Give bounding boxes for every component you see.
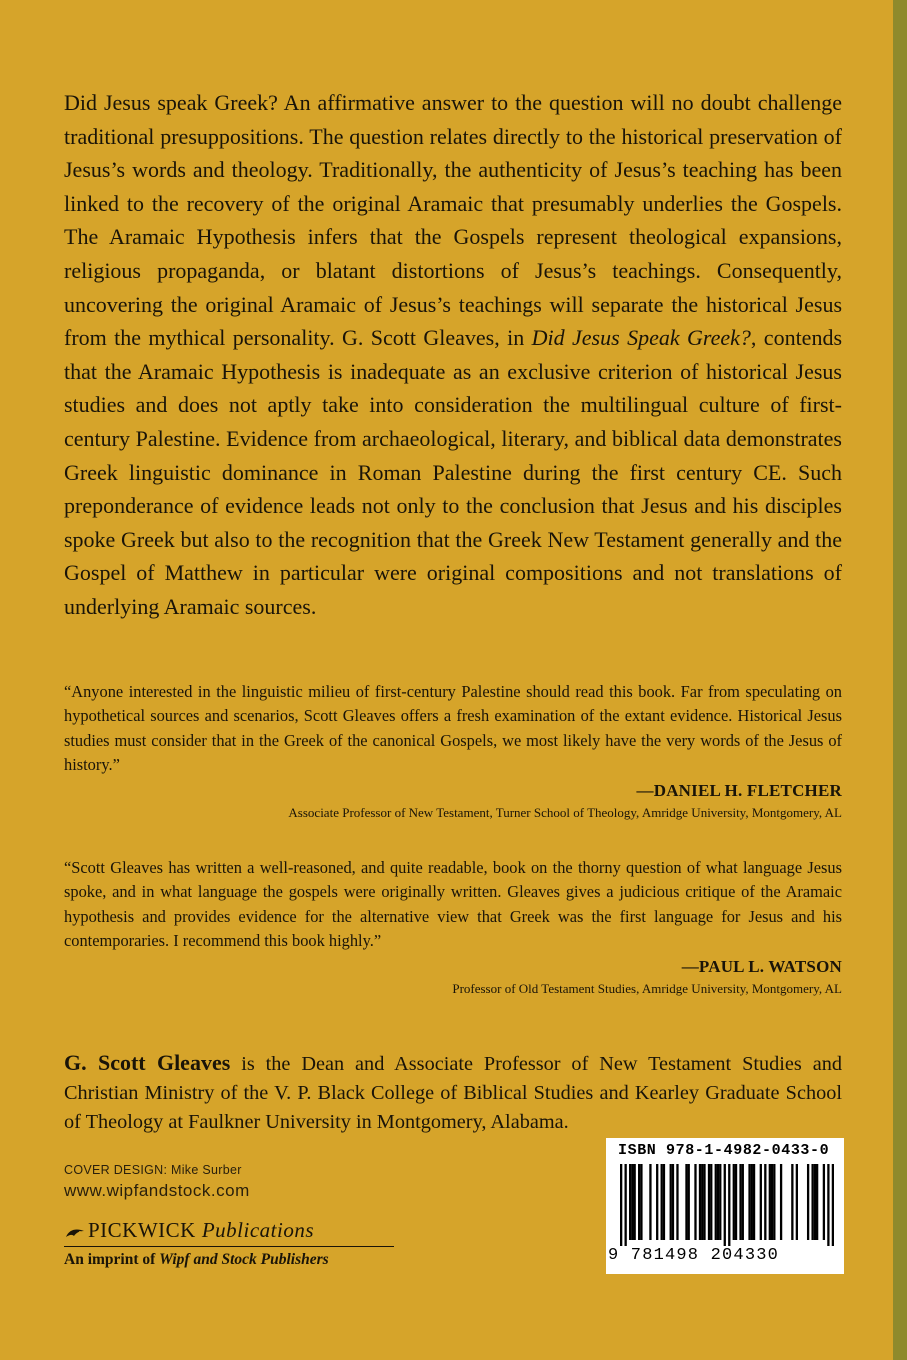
barcode-bar — [733, 1164, 735, 1240]
barcode-bar — [694, 1164, 696, 1240]
endorser-name: —PAUL L. WATSON — [681, 957, 842, 977]
barcode-bar — [715, 1164, 717, 1240]
publisher-logo — [64, 1218, 394, 1269]
barcode-bar — [832, 1164, 834, 1246]
barcode-bar — [764, 1164, 766, 1240]
barcode-bar — [701, 1164, 703, 1240]
barcode-bar — [811, 1164, 813, 1240]
barcode-bar — [640, 1164, 642, 1240]
barcode-bar — [780, 1164, 782, 1240]
barcode-bars — [620, 1164, 834, 1246]
barcode-bar — [625, 1164, 627, 1246]
publisher-name: PICKWICK — [88, 1218, 196, 1242]
barcode-bar — [710, 1164, 712, 1240]
barcode-bar — [796, 1164, 798, 1240]
barcode-bar — [735, 1164, 737, 1240]
publisher-sub: Publications — [201, 1218, 315, 1242]
barcode-bar — [728, 1164, 730, 1246]
barcode-bar — [816, 1164, 818, 1240]
description-part-2: , contends that the Aramaic Hypothesis is inadequate as an exclusive criterion of historical Jesus studies and does not aptly take into consideration the multilingual culture of first-century Palestine. Evidence from archaeological, literary, and biblical data demonstrates Greek linguistic dominance in Roman Palestine during the first century CE. Such preponderance of evidence leads not only to the conclusion that Jesus and his disciples spoke Greek but also to the recognition that the Greek New Testament generally and the Gospel of Matthew in particular were original compositions and not translations of underlying Aramaic sources. — [64, 325, 843, 619]
barcode-bar — [656, 1164, 658, 1240]
description-part-1: Did Jesus speak Greek? An affirmative answer to the question will no doubt challenge traditional presuppositions. The question relates directly to the historical preservation of Jesus’s words and theology. Traditionally, the authenticity of Jesus’s teaching has been linked to the recovery of the original Aramaic that presumably underlies the Gospels. The Aramaic Hypothesis infers that the Gospels represent theological expansions, religious propaganda, or blatant distortions of Jesus’s teachings. Consequently, uncovering the original Aramaic of Jesus’s teachings will separate the historical Jesus from the mythical personality. G. Scott Gleaves, in — [64, 90, 842, 351]
isbn-barcode — [606, 1138, 844, 1274]
barcode-bar — [629, 1164, 631, 1240]
barcode-bar — [769, 1164, 771, 1240]
barcode-bar — [773, 1164, 775, 1240]
endorsement-2 — [64, 856, 842, 997]
barcode-bar — [703, 1164, 705, 1240]
publisher-name-line — [64, 1218, 394, 1247]
endorser-title: Associate Professor of New Testament, Turner School of Theology, Amridge University, Montgomery, AL — [288, 805, 842, 821]
barcode-bar — [748, 1164, 750, 1240]
endorsement-quote: “Scott Gleaves has written a well-reasoned, and quite readable, book on the thorny question of what language Jesus spoke, and in what language the gospels were originally written. Gleaves gives a judicious critique of the Aramaic hypothesis and provides evidence for the alternative view that Greek was the first language for Jesus and his contemporaries. I recommend this book highly.” — [64, 858, 842, 950]
endorsement-quote: “Anyone interested in the linguistic milieu of first-century Palestine should read this book. Far from speculating on hypothetical sources and scenarios, Scott Gleaves offers a fresh examination of the extant evidence. Historical Jesus studies must consider that in the Greek of the canonical Gospels, we most likely have the very words of the Jesus of history.” — [64, 682, 842, 774]
barcode-bar — [771, 1164, 773, 1240]
barcode-bar — [823, 1164, 825, 1240]
barcode-bar — [751, 1164, 753, 1240]
barcode-bar — [827, 1164, 829, 1246]
barcode-digits: 9 781498 204330 — [608, 1246, 780, 1265]
barcode-bar — [649, 1164, 651, 1240]
barcode-bar — [753, 1164, 755, 1240]
imprint-prefix: An imprint of — [64, 1251, 160, 1268]
barcode-bar — [634, 1164, 636, 1240]
barcode-bar — [631, 1164, 633, 1240]
barcode-bar — [661, 1164, 663, 1240]
barcode-bar — [676, 1164, 678, 1240]
barcode-bar — [620, 1164, 622, 1246]
cover-design-credit: COVER DESIGN: Mike Surber — [64, 1163, 242, 1177]
barcode-bar — [708, 1164, 710, 1240]
endorser-title: Professor of Old Testament Studies, Amridge University, Montgomery, AL — [452, 981, 842, 997]
book-description — [64, 86, 842, 624]
barcode-bar — [670, 1164, 672, 1240]
barcode-bar — [760, 1164, 762, 1240]
isbn-label: ISBN 978-1-4982-0433-0 — [618, 1142, 830, 1159]
barcode-bar — [791, 1164, 793, 1240]
barcode-bar — [699, 1164, 701, 1240]
imprint-line — [64, 1251, 394, 1269]
barcode-bar — [724, 1164, 726, 1246]
imprint-publisher: Wipf and Stock Publishers — [159, 1251, 329, 1268]
barcode-bar — [717, 1164, 719, 1240]
author-name: G. Scott Gleaves — [64, 1050, 231, 1075]
author-bio-text: is the Dean and Associate Professor of New Testament Studies and Christian Ministry of the V. P. Black College of Biblical Studies and Kearley Graduate School of Theology at Faulkner University in Montgomery, Alabama. — [64, 1053, 842, 1133]
endorsement-1 — [64, 680, 842, 821]
pickwick-bird-icon — [64, 1223, 86, 1239]
barcode-bar — [814, 1164, 816, 1240]
author-bio — [64, 1048, 842, 1137]
barcode-bar — [638, 1164, 640, 1240]
barcode-bar — [672, 1164, 674, 1240]
barcode-bar — [807, 1164, 809, 1240]
barcode-bar — [739, 1164, 741, 1240]
endorser-name: —DANIEL H. FLETCHER — [636, 781, 842, 801]
publisher-website: www.wipfandstock.com — [64, 1181, 250, 1200]
barcode-bar — [688, 1164, 690, 1240]
barcode-bar — [742, 1164, 744, 1240]
spine-strip — [893, 0, 907, 1360]
barcode-bar — [719, 1164, 721, 1240]
barcode-bar — [685, 1164, 687, 1240]
book-title-italic: Did Jesus Speak Greek? — [531, 325, 751, 351]
barcode-bar — [663, 1164, 665, 1240]
